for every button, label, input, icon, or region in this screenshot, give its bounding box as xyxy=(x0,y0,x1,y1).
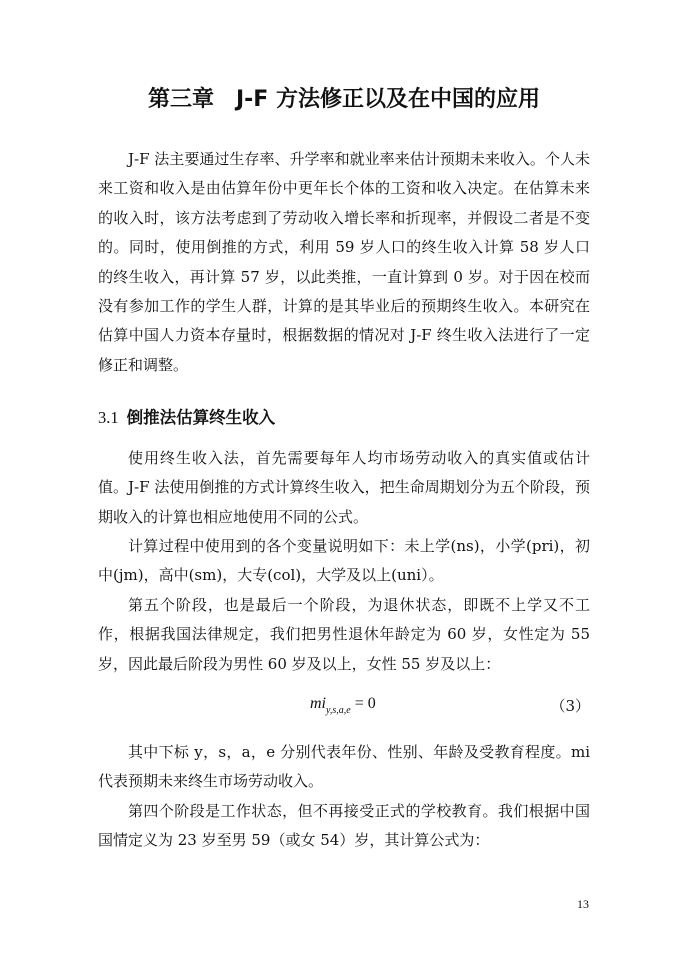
equation-number: （3） xyxy=(550,697,590,715)
equation-expression xyxy=(310,695,376,716)
equation-subscript: y,s,a,e xyxy=(326,705,351,716)
paragraph-1: 使用终生收入法，首先需要每年人均市场劳动收入的真实值或估计值。J-F 法使用倒推的方式计算终生收入，把生命周期划分为五个阶段，预期收入的计算也相应地使用不同的公式。 xyxy=(98,449,590,526)
page-number: 13 xyxy=(577,897,589,911)
paragraph-4: 其中下标 y，s，a，e 分别代表年份、性别、年龄及受教育程度。mi 代表预期未来终生市场劳动收入。 xyxy=(98,743,590,791)
paragraph-5: 第四个阶段是工作状态，但不再接受正式的学校教育。我们根据中国国情定义为 23 岁至男 59（或女 54）岁，其计算公式为： xyxy=(98,802,590,850)
intro-paragraph: J-F 法主要通过生存率、升学率和就业率来估计预期未来收入。个人未来工资和收入是由估算年份中更年长个体的工资和收入决定。在估算未来的收入时，该方法考虑到了劳动收入增长率和折现率，并假设二者是不变的。同时，使用倒推的方式，利用 59 岁人口的终生收入计算 58 岁人口的终生收入，再计算 57 岁，以此类推，一直计算到 0 岁。对于因在校而没有参加工作的学生人群，计算的是其毕业后的预期终生收入。本研究在估算中国人力资本存量时，根据数据的情况对 J-F 终生收入法进行了一定修正和调整。 xyxy=(98,150,590,374)
paragraph-3: 第五个阶段，也是最后一个阶段，为退休状态，即既不上学又不工作，根据我国法律规定，我们把男性退休年龄定为 60 岁，女性定为 55 岁，因此最后阶段为男性 60 岁及以上，女性 55 岁及以上： xyxy=(98,596,590,673)
equation-symbol: mi xyxy=(310,695,326,712)
chapter-title: 第三章 J-F 方法修正以及在中国的应用 xyxy=(147,87,540,112)
equation-rhs: = 0 xyxy=(354,695,376,712)
section-number: 3.1 xyxy=(98,408,119,427)
section-heading xyxy=(98,404,275,428)
equation-3 xyxy=(98,695,590,725)
section-title: 倒推法估算终生收入 xyxy=(126,408,276,427)
paragraph-2: 计算过程中使用到的各个变量说明如下：未上学(ns)，小学(pri)，初中(jm)，高中(sm)，大专(col)，大学及以上(uni）。 xyxy=(98,537,590,585)
